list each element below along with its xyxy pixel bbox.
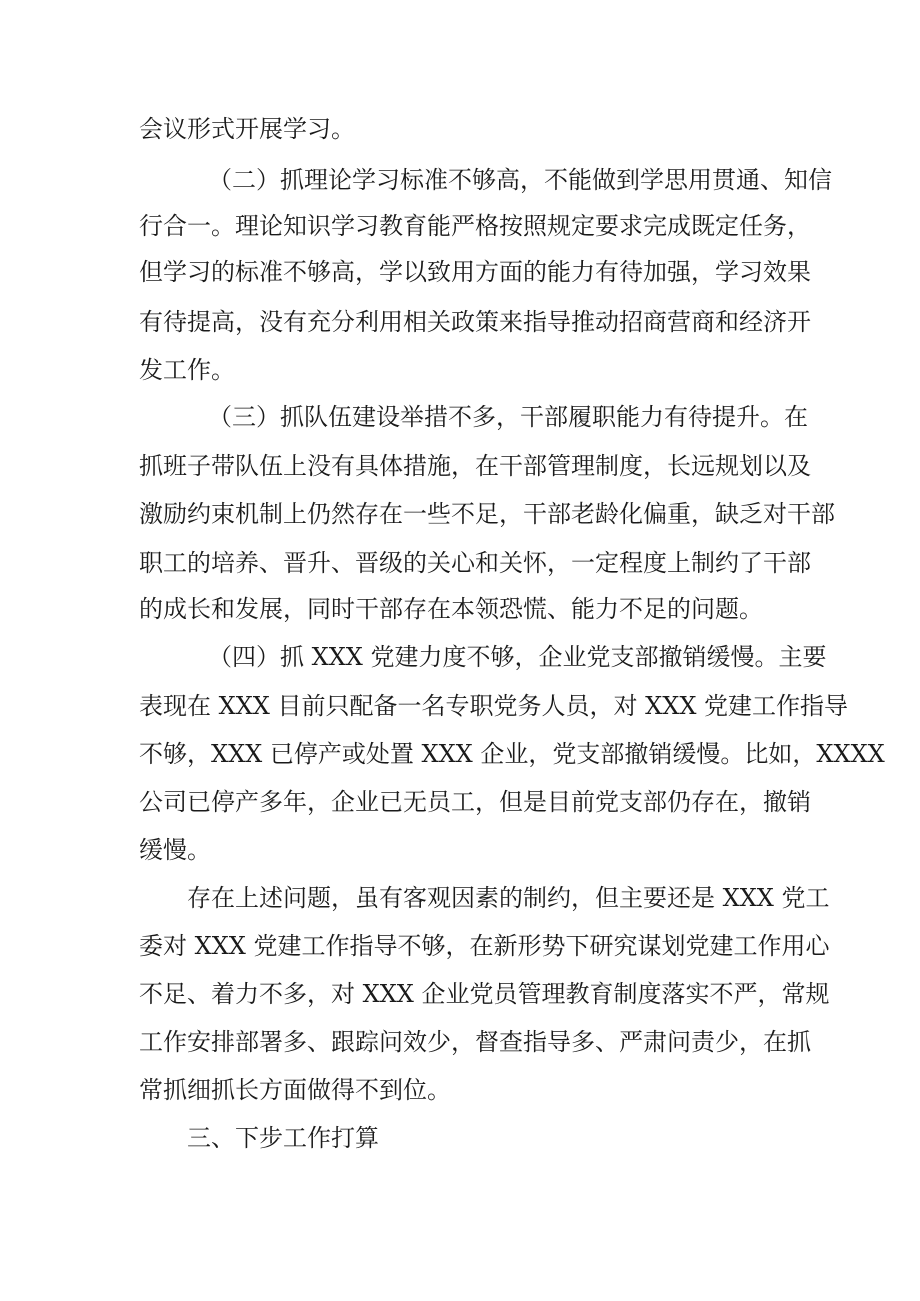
- text-line-21: 常抓细抓长方面做得不到位。: [139, 1076, 451, 1104]
- text-line-10: 职工的培养、晋升、晋级的关心和关怀，一定程度上制约了干部: [139, 549, 811, 577]
- text-line-17: 存在上述问题，虽有客观因素的制约，但主要还是 XXX 党工: [187, 884, 830, 912]
- text-line-15: 公司已停产多年，企业已无员工，但是目前党支部仍存在，撤销: [139, 788, 811, 816]
- text-line-20: 工作安排部署多、跟踪问效少，督查指导多、严肃问责少，在抓: [139, 1028, 811, 1056]
- text-line-11: 的成长和发展，同时干部存在本领恐慌、能力不足的问题。: [139, 595, 763, 623]
- text-line-16: 缓慢。: [139, 836, 211, 864]
- text-line-19: 不足、着力不多，对 XXX 企业党员管理教育制度落实不严，常规: [139, 980, 830, 1008]
- text-line-9: 激励约束机制上仍然存在一些不足，干部老龄化偏重，缺乏对干部: [139, 500, 835, 528]
- text-line-14: 不够，XXX 已停产或处置 XXX 企业，党支部撤销缓慢。比如，XXXX: [139, 740, 885, 768]
- text-line-4: 但学习的标准不够高，学以致用方面的能力有待加强，学习效果: [139, 258, 811, 286]
- text-line-12: （四）抓 XXX 党建力度不够，企业党支部撤销缓慢。主要: [208, 643, 827, 671]
- text-line-13: 表现在 XXX 目前只配备一名专职党务人员，对 XXX 党建工作指导: [139, 692, 849, 720]
- text-line-18: 委对 XXX 党建工作指导不够，在新形势下研究谋划党建工作用心: [139, 932, 830, 960]
- text-line-6: 发工作。: [139, 356, 235, 384]
- text-line-8: 抓班子带队伍上没有具体措施，在干部管理制度，长远规划以及: [139, 452, 811, 480]
- section-heading: 三、下步工作打算: [187, 1124, 379, 1152]
- text-line-2: （二）抓理论学习标准不够高，不能做到学思用贯通、知信: [208, 166, 832, 194]
- text-line-3: 行合一。理论知识学习教育能严格按照规定要求完成既定任务，: [139, 212, 811, 240]
- text-line-1: 会议形式开展学习。: [139, 115, 355, 143]
- text-line-7: （三）抓队伍建设举措不多，干部履职能力有待提升。在: [208, 403, 808, 431]
- text-line-5: 有待提高，没有充分利用相关政策来指导推动招商营商和经济开: [139, 308, 811, 336]
